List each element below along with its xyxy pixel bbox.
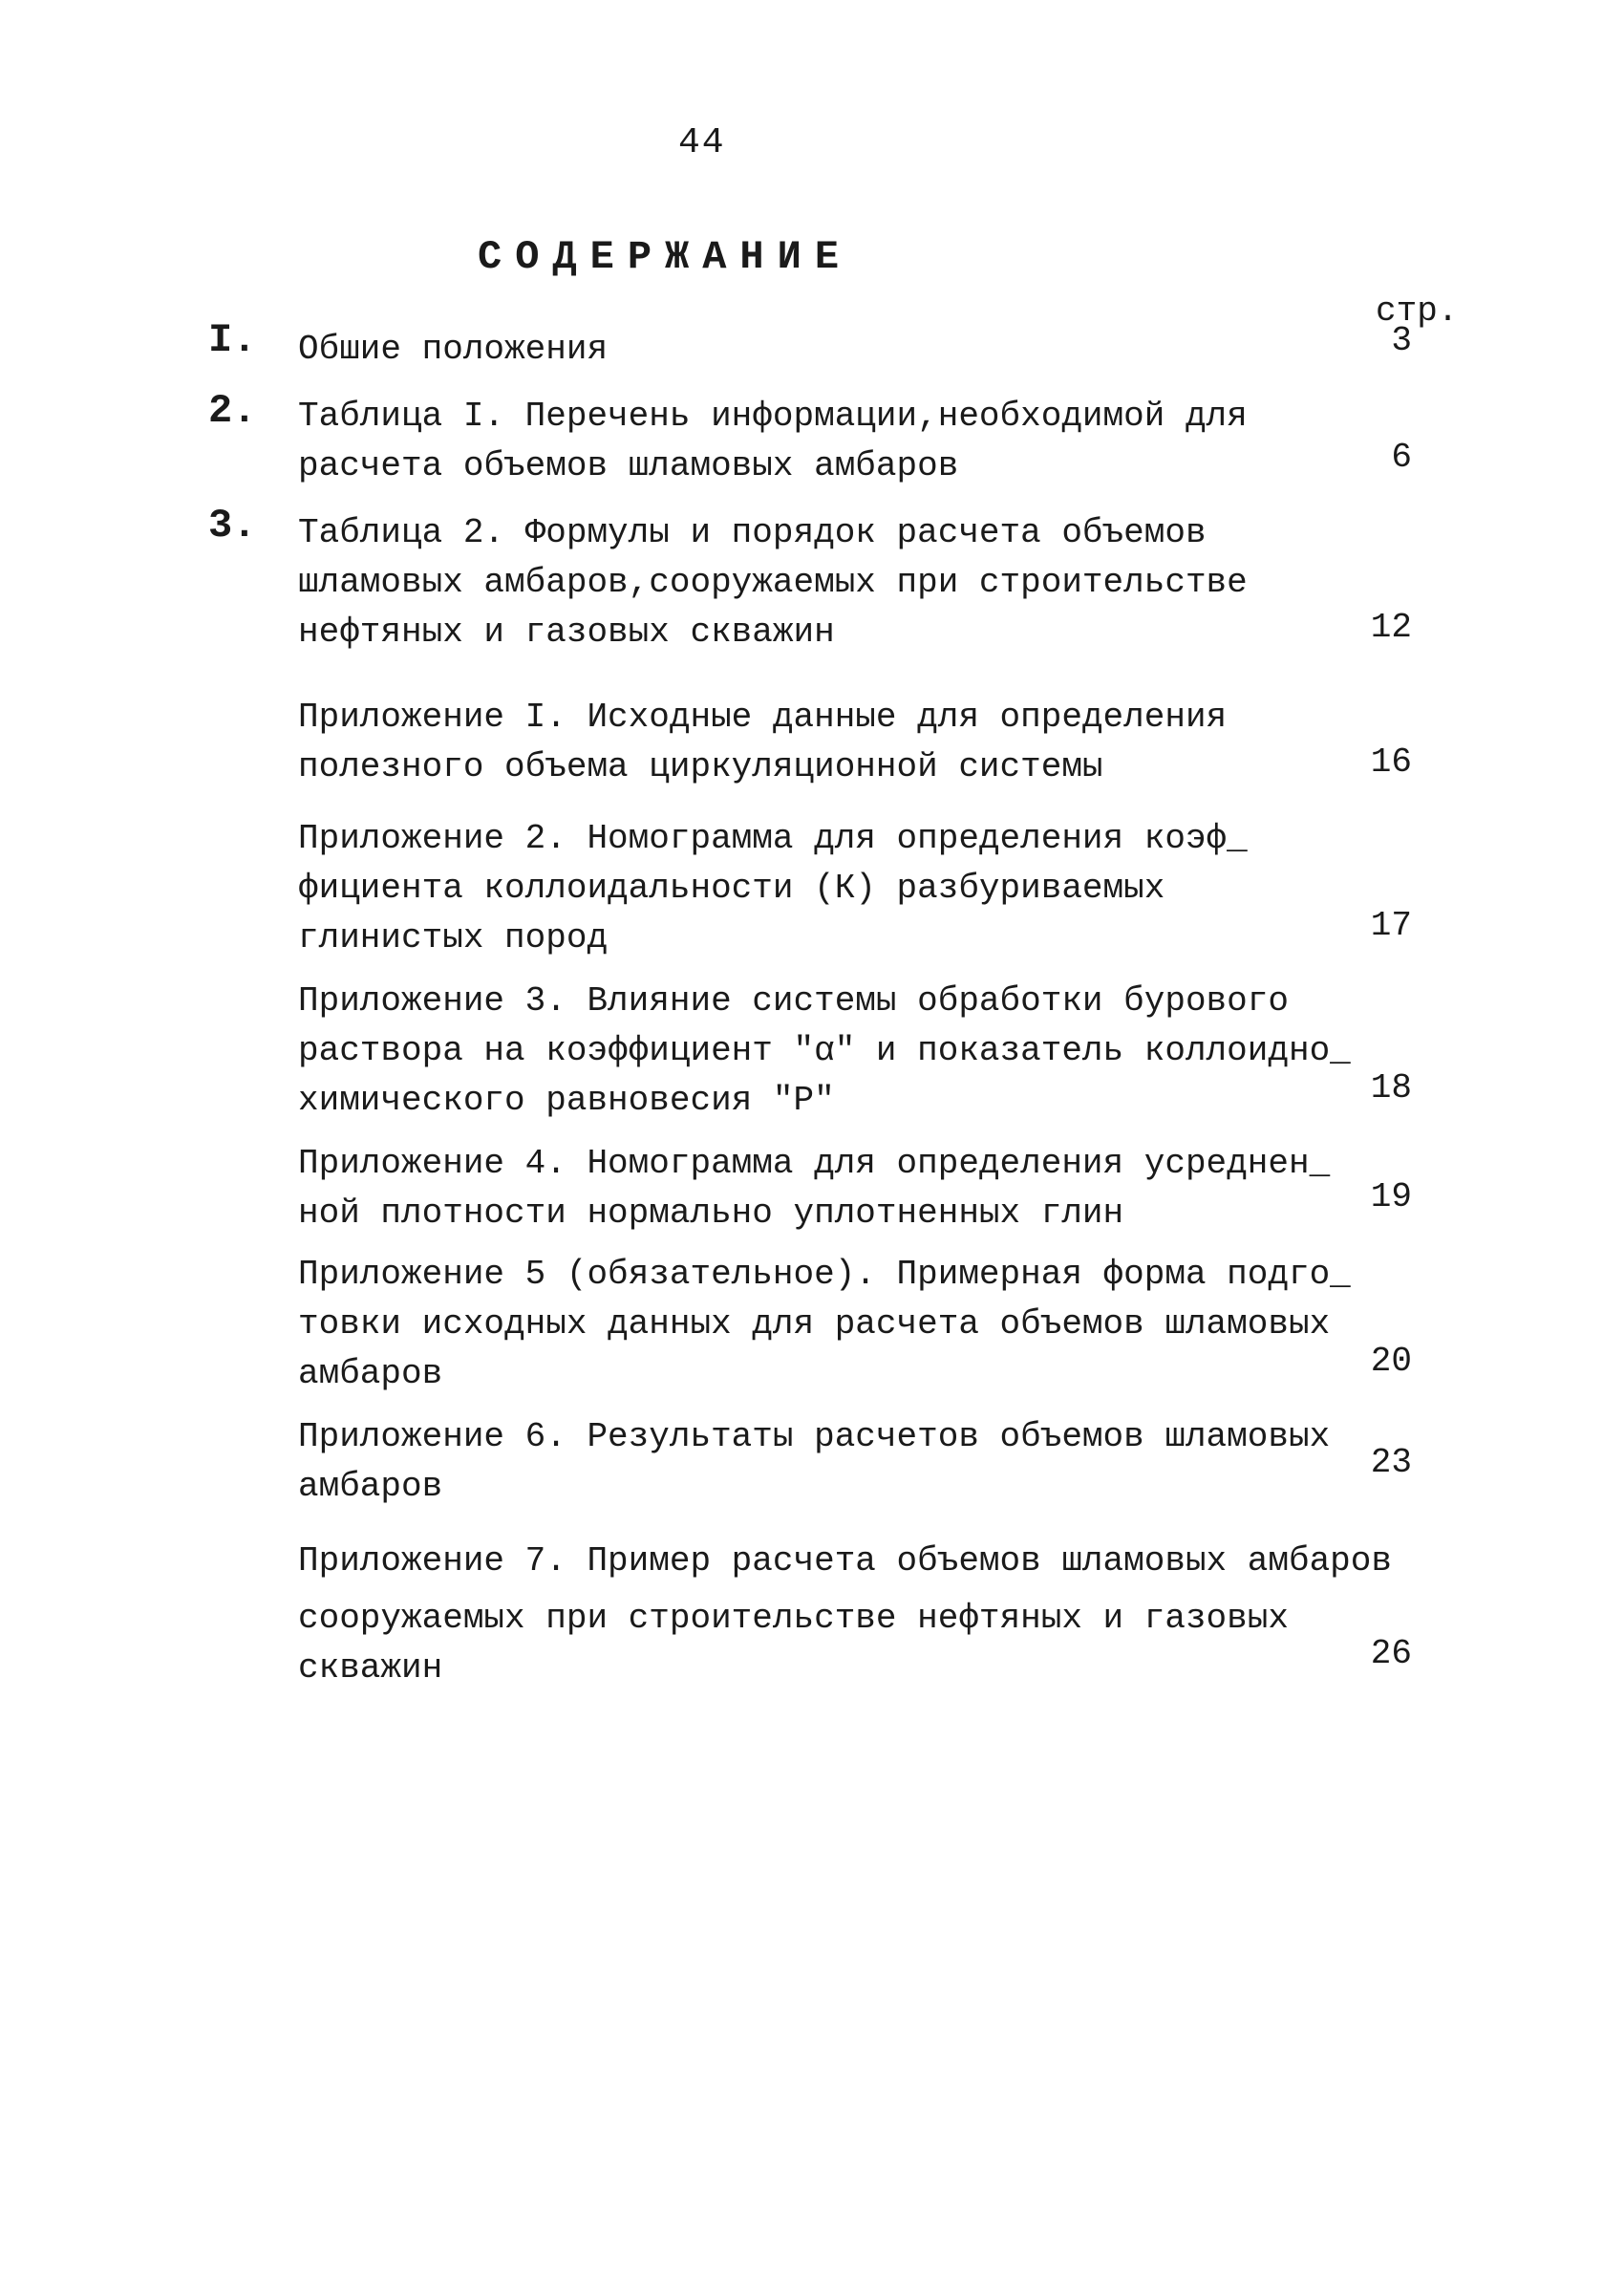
page-number: 44 — [678, 122, 726, 163]
toc-entry-line: фициента коллоидальности (К) разбуриваемых — [298, 869, 1165, 908]
toc-entry-line: амбаров — [298, 1354, 443, 1393]
toc-entry-number: 2. — [208, 388, 257, 434]
toc-entry-line: Таблица 2. Формулы и порядок расчета объемов — [298, 513, 1207, 552]
toc-entry-number: I. — [208, 317, 257, 363]
toc-entry-line: Приложение 4. Номограмма для определения усреднен_ — [298, 1144, 1331, 1183]
toc-entry-page: 17 — [1370, 906, 1412, 945]
toc-entry-line: расчета объемов шламовых амбаров — [298, 446, 959, 485]
toc-entry-page: 19 — [1370, 1177, 1412, 1216]
toc-entry-page: 6 — [1391, 438, 1412, 477]
toc-entry-line: нефтяных и газовых скважин — [298, 613, 835, 652]
toc-entry-page: 16 — [1370, 742, 1412, 782]
page-column-header: стр. — [1376, 291, 1459, 331]
toc-entry-line: сооружаемых при строительстве нефтяных и газовых — [298, 1599, 1289, 1638]
toc-entry-line: Приложение 6. Результаты расчетов объемов шламовых — [298, 1417, 1331, 1456]
toc-entry-line: Приложение 7. Пример расчета объемов шламовых амбаров — [298, 1541, 1392, 1581]
toc-entry-page: 23 — [1370, 1443, 1412, 1482]
toc-entry-page: 18 — [1370, 1068, 1412, 1108]
toc-entry-line: химического равновесия "Р" — [298, 1081, 835, 1120]
toc-entry-page: 3 — [1391, 321, 1412, 360]
toc-entry-line: Таблица I. Перечень информации,необходимой для — [298, 397, 1248, 436]
toc-entry-page: 12 — [1370, 608, 1412, 647]
toc-entry-line: товки исходных данных для расчета объемов шламовых — [298, 1304, 1331, 1344]
toc-entry-number: 3. — [208, 503, 257, 548]
toc-entry-line: глинистых пород — [298, 918, 609, 957]
toc-entry-line: Приложение 3. Влияние системы обработки бурового — [298, 981, 1289, 1021]
toc-entry-line: Приложение I. Исходные данные для определения — [298, 698, 1228, 737]
toc-entry-page: 20 — [1370, 1342, 1412, 1381]
toc-entry-line: шламовых амбаров,сооружаемых при строительстве — [298, 563, 1248, 602]
toc-entry-line: ной плотности нормально уплотненных глин — [298, 1194, 1124, 1233]
toc-entry-line: Приложение 5 (обязательное). Примерная форма подго_ — [298, 1255, 1351, 1294]
toc-entry-line: скважин — [298, 1648, 443, 1688]
toc-entry-line: полезного объема циркуляционной системы — [298, 747, 1103, 786]
page-title: СОДЕРЖАНИЕ — [478, 234, 853, 280]
toc-entry-page: 26 — [1370, 1634, 1412, 1673]
toc-entry-line: Обшие положения — [298, 330, 609, 369]
toc-entry-line: амбаров — [298, 1467, 443, 1506]
toc-entry-line: Приложение 2. Номограмма для определения коэф_ — [298, 819, 1248, 858]
toc-entry-line: раствора на коэффициент "α" и показатель коллоидно_ — [298, 1031, 1351, 1070]
